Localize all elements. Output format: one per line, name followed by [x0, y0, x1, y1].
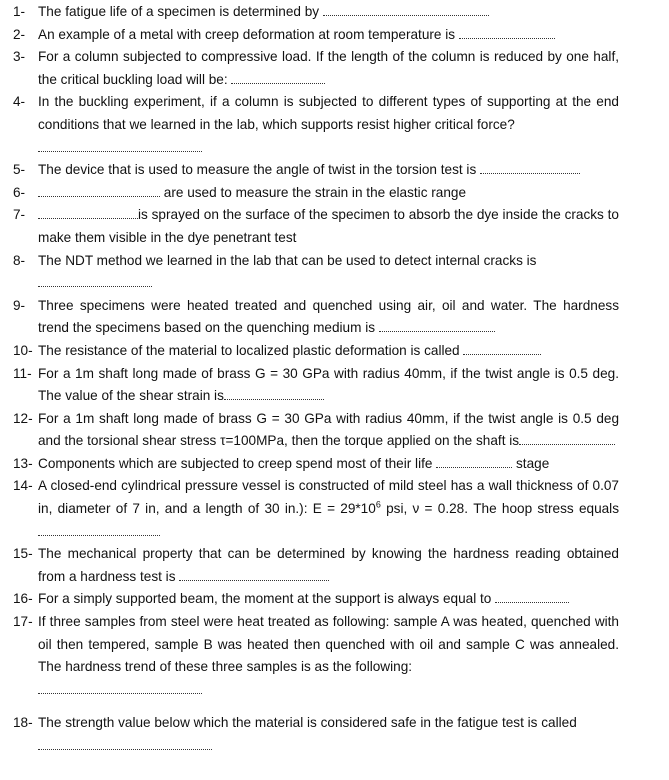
question-number: 8-: [13, 252, 26, 268]
answer-blank[interactable]: [38, 737, 212, 750]
question-text: For a simply supported beam, the moment at the support is always equal to: [38, 591, 492, 607]
question-text: For a 1m shaft long made of brass G = 30 GPa with radius 40mm, if the twist angle is 0.5 deg and the torsional shear stress τ=100MPa, then the torque applied on the shaft is: [38, 410, 619, 449]
answer-blank[interactable]: [38, 681, 202, 694]
question-text: The NDT method we learned in the lab that can be used to detect internal cracks is: [38, 252, 537, 268]
question-number: 13-: [13, 455, 33, 471]
question-text: are used to measure the strain in the elastic range: [163, 184, 467, 200]
question-14: [0, 475, 669, 543]
question-number: 14-: [13, 478, 33, 494]
question-4: [0, 91, 669, 136]
question-11: [0, 363, 669, 408]
answer-blank[interactable]: [38, 523, 160, 536]
question-4-answer-line: [0, 137, 669, 160]
question-text: For a 1m shaft long made of brass G = 30 GPa with radius 40mm, if the twist angle is 0.5 deg. The value of the shear strain is: [38, 365, 619, 404]
question-text-cont: psi, ν = 0.28. The hoop stress equals: [380, 501, 620, 517]
question-12: [0, 408, 669, 453]
question-text: Components which are subjected to creep spend most of their life: [38, 455, 433, 471]
question-text: In the buckling experiment, if a column is subjected to different types of supporting at the end conditions that we learned in the lab, which supports resist higher critical force?: [38, 94, 619, 132]
question-16: [0, 588, 669, 611]
question-17-answer-line: [0, 679, 669, 702]
answer-blank[interactable]: [323, 3, 489, 16]
spacer: [0, 701, 669, 712]
answer-blank[interactable]: [179, 568, 329, 581]
question-text: The strength value below which the material is considered safe in the fatigue test is called: [38, 715, 577, 731]
question-10: [0, 340, 669, 363]
question-number: 6-: [13, 184, 26, 200]
question-number: 5-: [13, 162, 26, 178]
answer-blank[interactable]: [495, 590, 569, 603]
question-9: [0, 295, 669, 340]
question-text: is sprayed on the surface of the specimen to absorb the dye inside the cracks to make them visible in the dye penetrant test: [38, 207, 619, 245]
question-number: 12-: [13, 410, 33, 426]
answer-blank[interactable]: [519, 432, 615, 445]
question-number: 16-: [13, 591, 33, 607]
question-15: [0, 543, 669, 588]
answer-blank[interactable]: [38, 206, 138, 219]
question-2: [0, 24, 669, 47]
answer-blank[interactable]: [38, 139, 202, 152]
question-5: [0, 159, 669, 182]
question-17: [0, 611, 669, 679]
question-number: 17-: [13, 614, 33, 630]
question-3: [0, 46, 669, 91]
question-18-answer-line: [0, 735, 669, 758]
question-6: [0, 182, 669, 205]
question-7: [0, 204, 669, 249]
exponent: 6: [375, 499, 381, 510]
answer-blank[interactable]: [224, 387, 324, 400]
question-text: The resistance of the material to localized plastic deformation is called: [38, 342, 460, 358]
question-text: An example of a metal with creep deformation at room temperature is: [38, 26, 456, 42]
answer-blank[interactable]: [480, 161, 580, 174]
question-1: [0, 1, 669, 24]
question-number: 11-: [13, 365, 32, 381]
question-text: The device that is used to measure the angle of twist in the torsion test is: [38, 162, 477, 178]
question-13: [0, 453, 669, 476]
question-number: 7-: [13, 207, 26, 223]
question-number: 18-: [13, 715, 33, 731]
question-18: [0, 712, 669, 735]
question-text: A closed-end cylindrical pressure vessel is constructed of mild steel has a wall thickness of 0.07 in, diameter of 7 in, and a length of 30 in.): E = 29*10: [38, 478, 619, 517]
question-text: The mechanical property that can be determined by knowing the hardness reading obtained from a hardness test is: [38, 546, 619, 584]
question-number: 15-: [13, 546, 33, 562]
answer-blank[interactable]: [379, 319, 495, 332]
question-text: Three specimens were heated treated and quenched using air, oil and water. The hardness trend the specimens based on the quenching medium is: [38, 297, 619, 336]
question-number: 4-: [13, 94, 26, 110]
question-number: 9-: [13, 297, 26, 313]
answer-blank[interactable]: [436, 455, 512, 468]
answer-blank[interactable]: [38, 184, 160, 197]
answer-blank[interactable]: [38, 274, 152, 287]
question-number: 1-: [13, 4, 26, 19]
question-text: The fatigue life of a specimen is determined by: [38, 4, 320, 19]
question-8-answer-line: [0, 272, 669, 295]
answer-blank[interactable]: [459, 26, 555, 39]
question-8: [0, 250, 669, 273]
question-number: 10-: [13, 342, 33, 358]
question-text: For a column subjected to compressive load. If the length of the column is reduced by one half, the critical buckling load will be:: [38, 49, 619, 87]
question-text: If three samples from steel were heat treated as following: sample A was heated, quenched with oil then tempered, sample B was heated then quenched with oil and sample C was annealed. The hardness trend of these three samples is as the following:: [38, 614, 619, 675]
answer-blank[interactable]: [463, 342, 541, 355]
question-number: 3-: [13, 49, 26, 65]
answer-blank[interactable]: [231, 71, 325, 84]
question-suffix: stage: [516, 455, 550, 471]
question-number: 2-: [13, 26, 26, 42]
